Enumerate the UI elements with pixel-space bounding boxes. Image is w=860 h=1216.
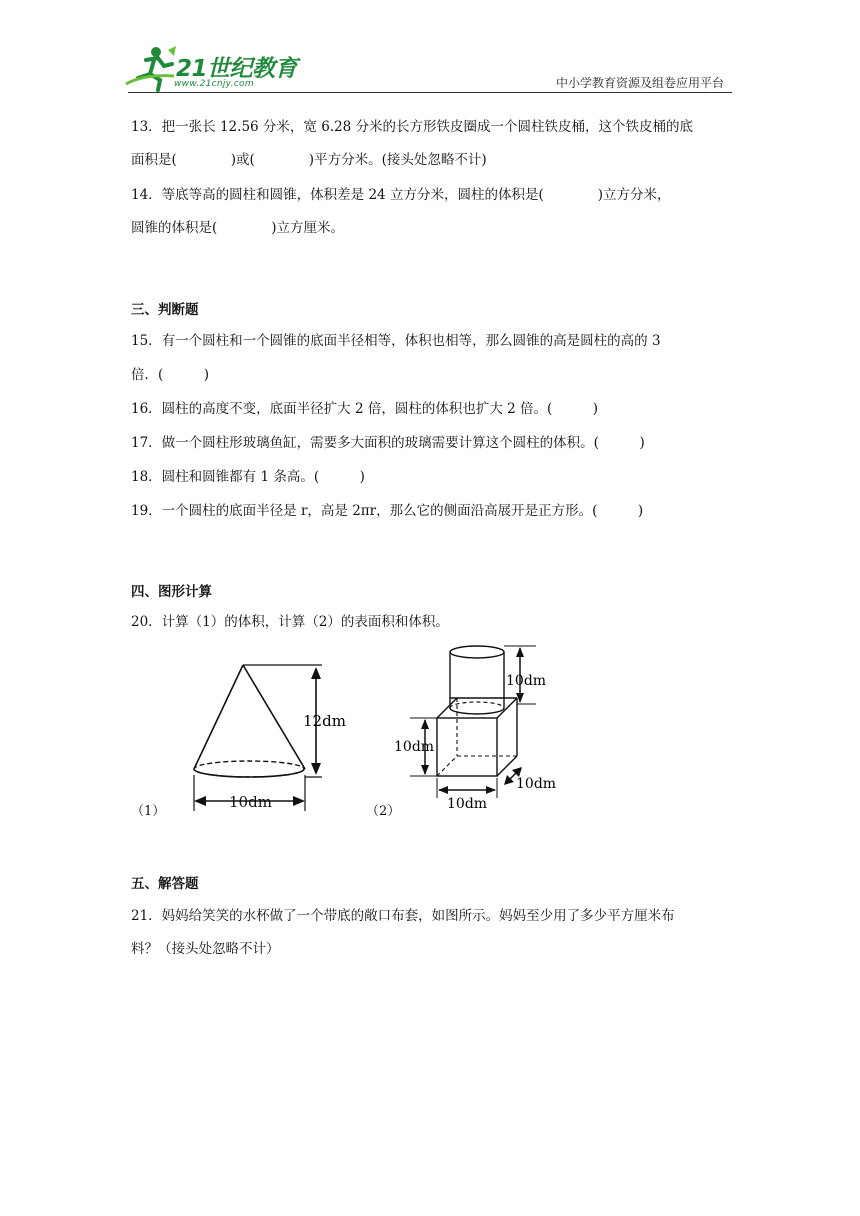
- section-title-answer: 五、解答题: [131, 876, 199, 892]
- question-18: 18．圆柱和圆锥都有 1 条高。( ): [131, 469, 365, 485]
- cylinder-on-cube-figure: [390, 636, 570, 816]
- section-title-figure-calc: 四、图形计算: [131, 584, 212, 600]
- header-divider: [128, 92, 732, 93]
- section-title-judgment: 三、判断题: [131, 302, 199, 318]
- cube-height-label: 10dm: [394, 739, 435, 755]
- question-21-line2: 料？（接头处忽略不计）: [131, 941, 280, 957]
- logo-text: 21世纪教育: [176, 56, 298, 82]
- cone-figure: [180, 655, 360, 820]
- question-19: 19．一个圆柱的底面半径是 r，高是 2πr，那么它的侧面沿高展开是正方形。( ): [131, 503, 644, 519]
- question-15-line2: 倍．( ): [131, 367, 210, 383]
- figure-1-label: （1）: [131, 804, 166, 819]
- cylinder-height-label: 10dm: [506, 673, 547, 689]
- cube-depth-label: 10dm: [516, 776, 557, 792]
- question-14-line2: 圆锥的体积是( )立方厘米。: [131, 220, 345, 236]
- figure-2-label: （2）: [366, 804, 401, 819]
- cube-width-label: 10dm: [447, 796, 488, 812]
- question-17: 17．做一个圆柱形玻璃鱼缸，需要多大面积的玻璃需要计算这个圆柱的体积。( ): [131, 435, 645, 451]
- cone-height-label: 12dm: [303, 712, 346, 730]
- question-14-line1: 14．等底等高的圆柱和圆锥，体积差是 24 立方分米，圆柱的体积是( )立方分米，: [131, 187, 671, 203]
- logo-url: www.21cnjy.com: [174, 79, 254, 89]
- question-13-line1: 13．把一张长 12.56 分米，宽 6.28 分米的长方形铁皮圈成一个圆柱铁皮桶，这个铁皮桶的底: [131, 119, 694, 135]
- platform-name: 中小学教育资源及组卷应用平台: [555, 76, 724, 90]
- question-20: 20．计算（1）的体积，计算（2）的表面积和体积。: [131, 614, 449, 630]
- question-15-line1: 15．有一个圆柱和一个圆锥的底面半径相等，体积也相等，那么圆锥的高是圆柱的高的 3: [131, 333, 661, 349]
- cone-diameter-label: 10dm: [229, 793, 272, 811]
- question-13-line2: 面积是( )或( )平方分米。(接头处忽略不计): [131, 152, 487, 168]
- question-16: 16．圆柱的高度不变，底面半径扩大 2 倍，圆柱的体积也扩大 2 倍。( ): [131, 401, 599, 417]
- question-21-line1: 21．妈妈给笑笑的水杯做了一个带底的敞口布套，如图所示。妈妈至少用了多少平方厘米布: [131, 908, 675, 924]
